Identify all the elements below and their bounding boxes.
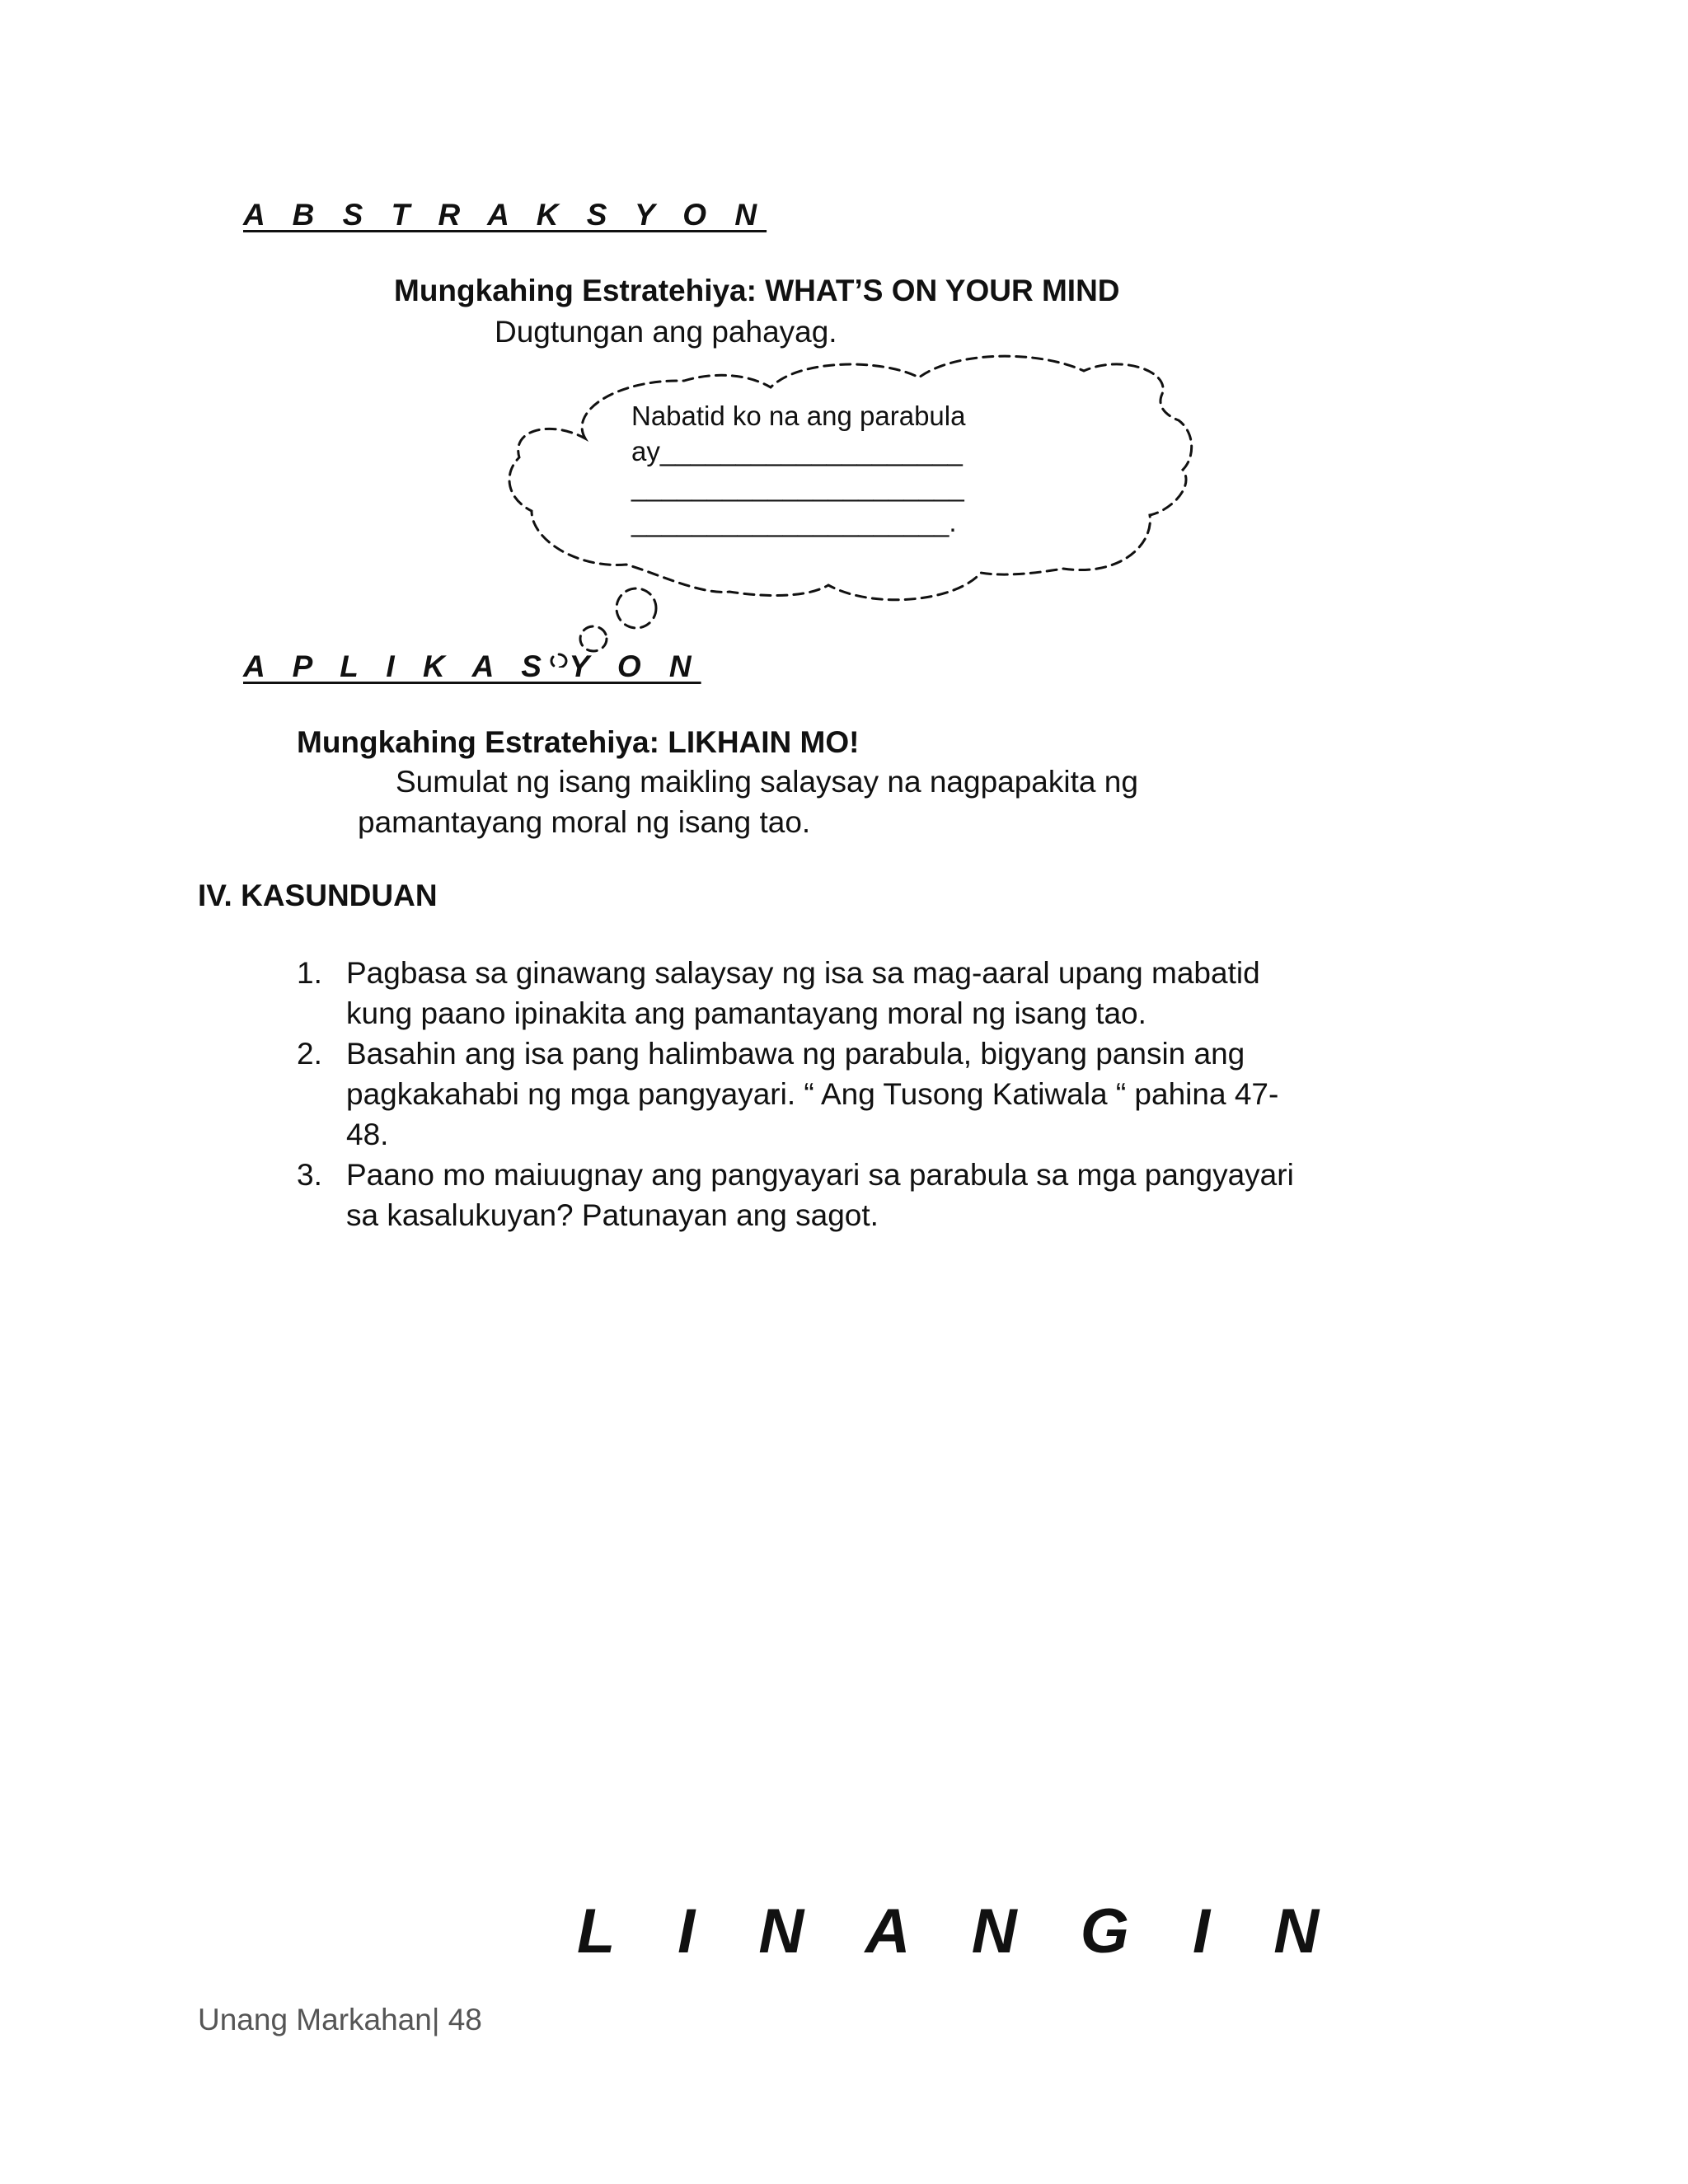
cloud-line-3: ______________________ [631, 471, 964, 502]
cloud-line-4: _____________________. [631, 507, 957, 537]
list-item-line: pagkakahabi ng mga pangyayari. “ Ang Tusong Katiwala “ pahina 47- [346, 1077, 1279, 1111]
list-item-line: kung paano ipinakita ang pamantayang moral ng isang tao. [346, 996, 1146, 1030]
page-footer: Unang Markahan| 48 [198, 2003, 482, 2036]
list-item [297, 953, 1451, 1033]
list-item-line: Paano mo maiuugnay ang pangyayari sa parabula sa mga pangyayari [346, 1158, 1294, 1192]
cloud-line-1: Nabatid ko na ang parabula [631, 401, 966, 431]
aplikasyon-heading: A P L I K A S Y O N [243, 649, 701, 683]
list-item-line: Basahin ang isa pang halimbawa ng parabula, bigyang pansin ang [346, 1037, 1245, 1071]
cloud-line-2: ay____________________ [631, 436, 963, 466]
list-item-line: 48. [346, 1118, 389, 1151]
cloud-bubble-medium [580, 626, 607, 651]
aplikasyon-instruction-line-1: Sumulat ng isang maikling salaysay na nagpapakita ng [396, 765, 1138, 799]
aplikasyon-strategy: Mungkahing Estratehiya: LIKHAIN MO! [297, 725, 860, 759]
list-item-line: sa kasalukuyan? Patunayan ang sagot. [346, 1198, 879, 1232]
list-item [297, 1155, 1451, 1235]
list-item [297, 1033, 1451, 1155]
list-item-number: 3. [297, 1158, 322, 1192]
abstraksyon-heading: A B S T R A K S Y O N [243, 198, 767, 232]
kasunduan-heading: IV. KASUNDUAN [198, 879, 438, 912]
list-item-number: 2. [297, 1037, 322, 1071]
abstraksyon-instruction: Dugtungan ang pahayag. [495, 315, 837, 349]
aplikasyon-instruction-line-2: pamantayang moral ng isang tao. [358, 805, 811, 839]
cloud-bubble-large [617, 588, 656, 628]
linangin-heading: L I N A N G I N [577, 1896, 1343, 1966]
list-item-number: 1. [297, 956, 322, 990]
kasunduan-list [297, 953, 1451, 1235]
list-item-line: Pagbasa sa ginawang salaysay ng isa sa mag-aaral upang mabatid [346, 956, 1260, 990]
abstraksyon-strategy: Mungkahing Estratehiya: WHAT’S ON YOUR MIND [394, 274, 1120, 307]
